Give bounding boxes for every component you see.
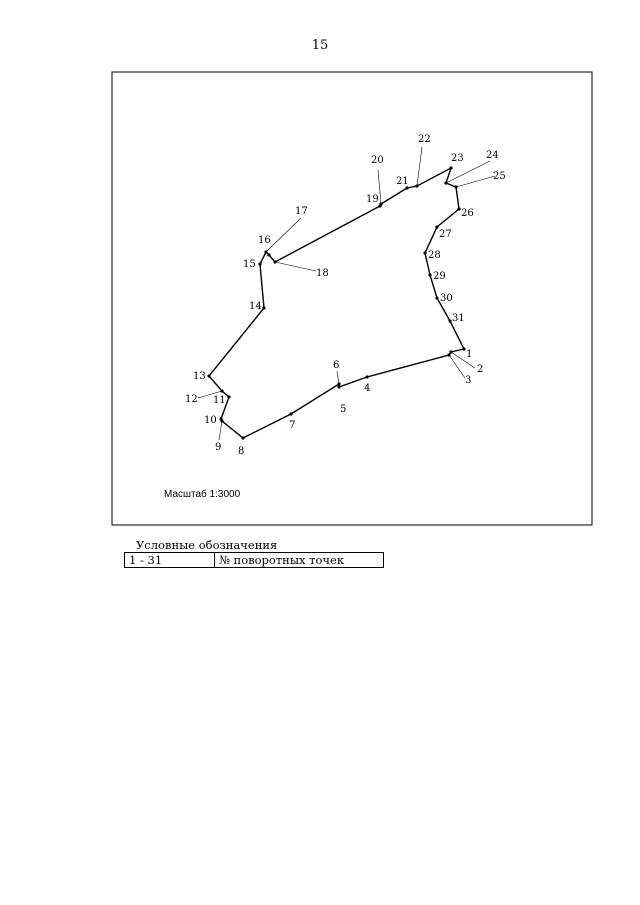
turning-point-5 (337, 385, 340, 388)
point-label-30: 30 (440, 293, 453, 304)
turning-point-16 (264, 250, 267, 253)
leader-line-9 (219, 421, 222, 440)
turning-point-14 (262, 306, 265, 309)
turning-point-20 (379, 202, 382, 205)
point-label-21: 21 (396, 176, 409, 187)
point-label-13: 13 (193, 371, 206, 382)
map-frame (112, 72, 592, 525)
turning-point-6 (337, 382, 340, 385)
turning-point-12 (220, 389, 223, 392)
turning-points (207, 166, 465, 439)
point-label-27: 27 (439, 229, 452, 240)
turning-point-29 (428, 273, 431, 276)
point-label-18: 18 (316, 268, 329, 279)
turning-point-3 (447, 353, 450, 356)
point-label-1: 1 (466, 349, 473, 360)
leader-line-22 (417, 147, 422, 186)
point-label-5: 5 (340, 404, 347, 415)
turning-point-23 (449, 166, 452, 169)
point-label-19: 19 (366, 194, 379, 205)
turning-point-2 (449, 350, 452, 353)
point-label-7: 7 (289, 420, 296, 431)
point-label-16: 16 (258, 235, 271, 246)
point-label-29: 29 (433, 271, 446, 282)
point-label-17: 17 (295, 206, 308, 217)
turning-point-17 (267, 253, 270, 256)
legend-symbol-cell: 1 - 31 (125, 553, 215, 567)
turning-point-13 (207, 374, 210, 377)
turning-point-25 (454, 185, 457, 188)
point-label-31: 31 (452, 313, 465, 324)
turning-point-7 (289, 412, 292, 415)
point-label-14: 14 (249, 301, 262, 312)
point-label-28: 28 (428, 250, 441, 261)
point-label-3: 3 (465, 375, 472, 386)
turning-point-4 (365, 375, 368, 378)
turning-point-11 (227, 395, 230, 398)
leader-line-3 (449, 355, 465, 378)
point-label-6: 6 (333, 360, 340, 371)
point-label-2: 2 (477, 364, 484, 375)
leader-line-17 (266, 218, 301, 252)
point-label-11: 11 (213, 395, 226, 406)
turning-point-10 (219, 417, 222, 420)
point-label-24: 24 (486, 150, 499, 161)
turning-point-22 (415, 184, 418, 187)
legend-title: Условные обозначения (136, 538, 278, 552)
turning-point-8 (241, 436, 244, 439)
leader-line-18 (275, 262, 316, 271)
turning-point-28 (423, 251, 426, 254)
turning-point-labels (185, 134, 506, 457)
point-label-4: 4 (364, 383, 371, 394)
point-label-20: 20 (371, 155, 384, 166)
point-label-15: 15 (243, 259, 256, 270)
point-label-10: 10 (204, 415, 217, 426)
point-label-26: 26 (461, 208, 474, 219)
leader-line-25 (456, 176, 495, 187)
point-label-25: 25 (493, 171, 506, 182)
turning-point-24 (444, 181, 447, 184)
turning-point-18 (273, 260, 276, 263)
point-label-23: 23 (451, 153, 464, 164)
point-label-22: 22 (418, 134, 431, 145)
leader-line-6 (337, 371, 339, 384)
leader-line-24 (446, 161, 490, 183)
point-label-12: 12 (185, 394, 198, 405)
legend-description-cell: № поворотных точек (219, 553, 345, 567)
land-plot-boundary (209, 168, 464, 438)
scale-label: Масштаб 1:3000 (164, 489, 241, 500)
legend-table (124, 552, 384, 568)
turning-point-15 (258, 262, 261, 265)
point-label-9: 9 (215, 442, 222, 453)
turning-point-30 (435, 296, 438, 299)
page-number: 15 (311, 38, 329, 53)
point-label-8: 8 (238, 446, 245, 457)
